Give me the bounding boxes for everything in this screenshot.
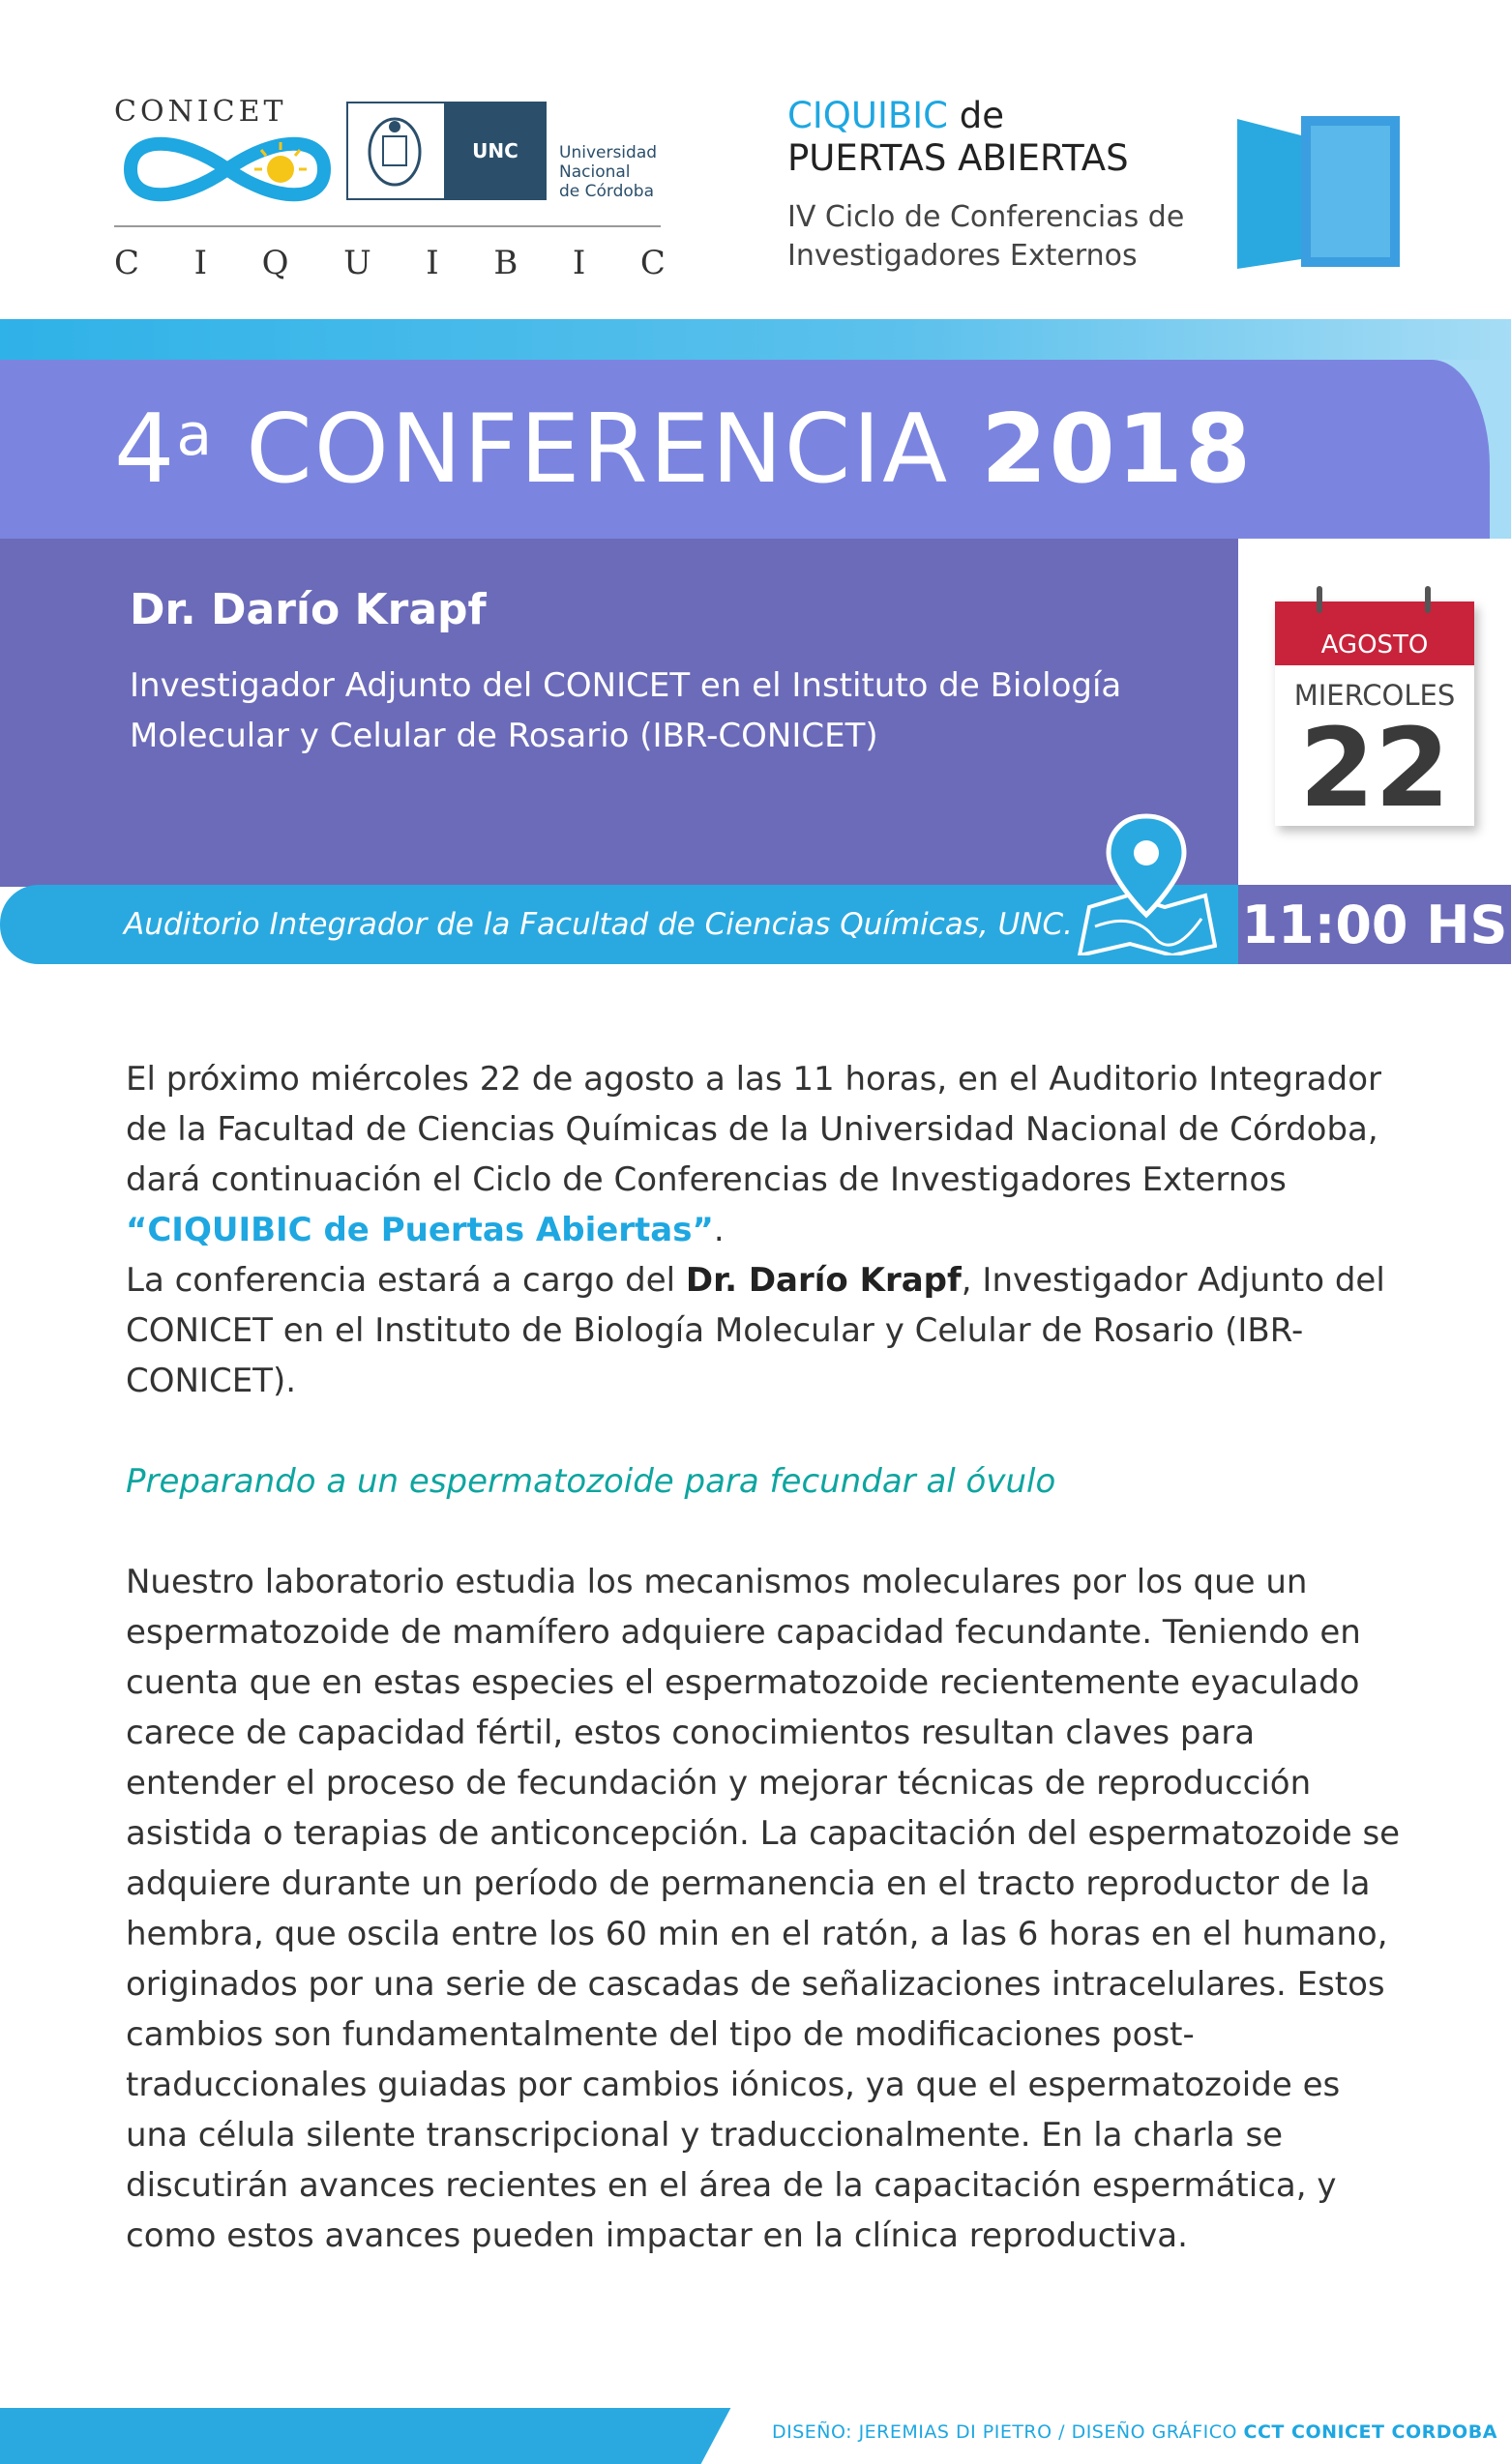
unc-label: UNC — [444, 102, 547, 200]
conicet-infinity-logo — [111, 131, 343, 208]
event-time: 11:00 HS — [1241, 895, 1508, 955]
speaker-name: Dr. Darío Krapf — [130, 585, 487, 634]
conference-number: 4 — [114, 395, 177, 505]
ciquibic-letter: I — [426, 244, 439, 282]
title-puertas: PUERTAS ABIERTAS — [787, 137, 1129, 179]
calendar-month: AGOSTO — [1275, 601, 1474, 665]
ciquibic-letter: U — [343, 244, 371, 282]
talk-title: Preparando a un espermatozoide para fecundar al óvulo — [126, 1462, 1056, 1501]
calendar-day-number: 22 — [1299, 706, 1450, 832]
header-divider — [114, 225, 661, 227]
univ-line-1: Universidad — [559, 143, 658, 162]
event-series-title — [787, 95, 1129, 180]
calendar-weekday: MIERCOLES — [1293, 679, 1456, 712]
intro-text: El próximo miércoles 22 de agosto a las 11 horas, en el Auditorio Integrador de la Facultad de Ciencias Químicas de la Universidad Nacional de Córdoba, dará continuación el Ciclo de Conferencias de Investigadores Externos — [126, 1060, 1381, 1199]
ciquibic-wordmark — [114, 244, 666, 282]
title-ciquibic: CIQUIBIC — [787, 95, 948, 136]
calendar-ring-icon — [1317, 586, 1322, 613]
speaker-intro: La conferencia estará a cargo del — [126, 1261, 686, 1300]
speaker-bold-name: Dr. Darío Krapf — [685, 1261, 962, 1300]
univ-line-3: de Córdoba — [559, 182, 655, 201]
series-highlight: “CIQUIBIC de Puertas Abiertas” — [126, 1211, 714, 1249]
intro-paragraph — [126, 1054, 1403, 1255]
ciquibic-letter: C — [114, 244, 140, 282]
design-credits — [772, 2421, 1497, 2443]
title-de: de — [948, 95, 1005, 136]
ciquibic-letter: C — [639, 244, 666, 282]
article-body — [126, 1054, 1403, 2261]
venue-text: Auditorio Integrador de la Facultad de Ciencias Químicas, UNC. — [124, 907, 1073, 942]
credits-text: DISEÑO: JEREMIAS DI PIETRO / DISEÑO GRÁFICO — [772, 2421, 1244, 2443]
intro-end: . — [713, 1211, 725, 1249]
conference-heading — [114, 395, 1253, 505]
subtitle-line-2: Investigadores Externos — [787, 239, 1138, 273]
abstract-paragraph: Nuestro laboratorio estudia los mecanismos moleculares por los que un espermatozoide de mamífero adquiere capacidad fecundante. Teniendo en cuenta que en estas especies el espermatozoide recientemente eyaculado carece de capacidad fértil, estos conocimientos resultan claves para entender el proceso de fecundación y mejorar técnicas de reproducción asistida o terapias de anticoncepción. La capacitación del espermatozoide se adquiere durante un período de permanencia en el tracto reproductor de la hembra, que oscila entre los 60 min en el ratón, a las 6 horas en el humano, originados por una serie de cascadas de señalizaciones intracelulares. Estos cambios son fundamentalmente del tipo de modificaciones post-traduccionales guiadas por cambios iónicos, ya que el espermatozoide es una célula silente transcripcional y traduccionalmente. En la charla se discutirán avances recientes en el área de la capacitación espermática, y como estos avances pueden impactar en la clínica reproductiva. — [126, 1563, 1401, 2255]
event-series-subtitle — [787, 198, 1184, 276]
map-pin-icon — [1076, 810, 1217, 955]
ciquibic-letter: Q — [261, 244, 289, 282]
conference-word: CONFERENCIA — [214, 395, 982, 505]
speaker-affiliation: Investigador Adjunto del CONICET en el Instituto de Biología Molecular y Celular de Rosario (IBR-CONICET) — [130, 666, 1122, 755]
speaker-details: , Investigador Adjunto del CONICET en el Instituto de Biología Molecular y Celular de Rosario (IBR-CONICET). — [126, 1261, 1385, 1400]
unc-crest-icon — [348, 103, 441, 198]
ciquibic-letter: I — [572, 244, 586, 282]
speaker-paragraph — [126, 1255, 1403, 1406]
credits-org: CCT CONICET CORDOBA — [1243, 2421, 1497, 2443]
university-name — [559, 143, 657, 201]
ciquibic-letter: B — [493, 244, 518, 282]
subtitle-line-1: IV Ciclo de Conferencias de — [787, 200, 1185, 234]
conicet-wordmark: CONICET — [114, 95, 287, 129]
calendar-ring-icon — [1425, 586, 1431, 613]
ciquibic-letter: I — [193, 244, 208, 282]
univ-line-2: Nacional — [559, 162, 631, 182]
footer-bar — [0, 2408, 745, 2464]
conference-ordinal: a — [176, 401, 215, 469]
conference-year: 2018 — [981, 395, 1254, 505]
top-accent-bar — [0, 319, 1511, 360]
open-door-icon — [1235, 114, 1405, 269]
